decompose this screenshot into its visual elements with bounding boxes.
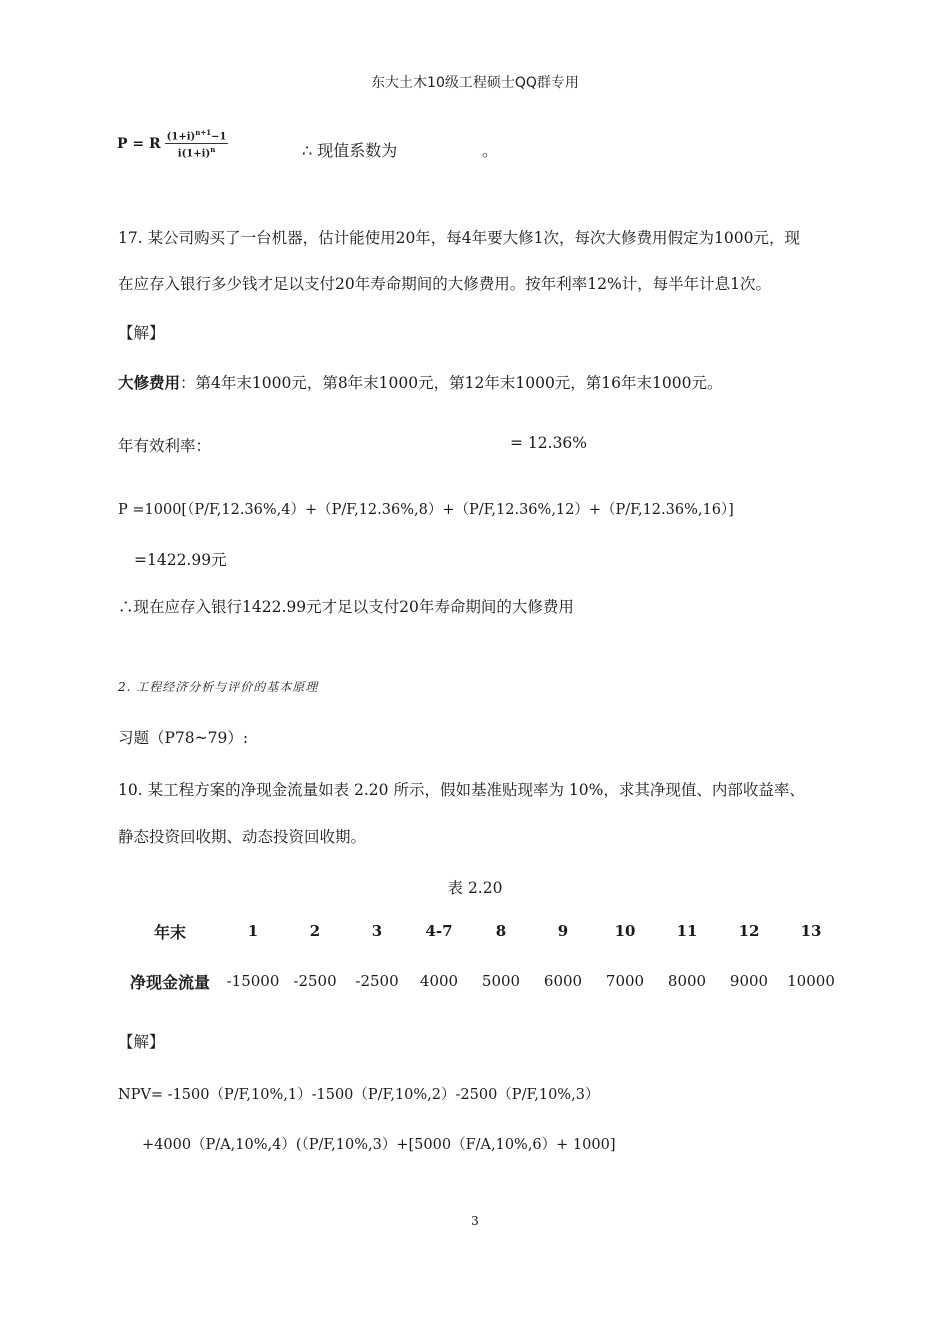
table-caption: 表 2.20: [447, 879, 503, 897]
year-cell: 1: [247, 922, 259, 940]
formula-fraction: [165, 128, 229, 160]
year-cell: 12: [738, 922, 760, 940]
present-value-result: =1422.99元: [134, 551, 227, 569]
formula-denominator: $i(1+i)^n$: [177, 145, 216, 160]
year-cell: 9: [557, 922, 569, 940]
q10-line-1: 10. 某工程方案的净现金流量如表 2.20 所示，假如基准贴现率为 10%，求其净现值、内部收益率、: [118, 781, 805, 799]
table-row-cash-flow: [118, 956, 842, 1006]
flow-cell: 7000: [605, 972, 645, 990]
pv-factor-period: 。: [482, 141, 499, 160]
formula-numerator: $(1+i)^{n+1}-1$: [166, 128, 227, 143]
table-row-years: [118, 906, 842, 956]
q10-line-2: 静态投资回收期、动态投资回收期。: [118, 828, 367, 846]
present-value-equation: P =1000[（P/F,12.36%,4）+（P/F,12.36%,8）+（P/F,12.36%,12）+（P/F,12.36%,16）]: [118, 502, 734, 518]
year-cell: 11: [676, 922, 698, 940]
flow-cell: 9000: [729, 972, 769, 990]
page-header: 东大土木10级工程硕士QQ群专用: [371, 75, 579, 91]
q17-line-2: 在应存入银行多少钱才足以支付20年寿命期间的大修费用。按年利率12%计，每半年计息1次。: [118, 275, 772, 293]
repair-cost-label: 大修费用: [118, 374, 181, 392]
solution-label-1: 【解】: [118, 324, 165, 342]
year-cell: 13: [800, 922, 822, 940]
effective-rate-value: = 12.36%: [510, 434, 588, 452]
q17-line-1: 17. 某公司购买了一台机器，估计能使用20年，每4年要大修1次，每次大修费用假定为1000元，现: [118, 229, 800, 247]
flow-cell: 6000: [543, 972, 583, 990]
flow-cell: 8000: [667, 972, 707, 990]
flow-cell: -2500: [293, 972, 337, 990]
flow-cell: 10000: [787, 972, 835, 990]
year-cell: 4-7: [425, 922, 453, 940]
year-cell: 8: [495, 922, 507, 940]
solution-label-2: 【解】: [118, 1033, 165, 1051]
exercises-heading: 习题（P78~79）:: [118, 729, 249, 747]
row-header-year-end: 年末: [153, 922, 186, 942]
year-cell: 3: [371, 922, 383, 940]
flow-cell: 5000: [481, 972, 521, 990]
repair-cost-text: ：第4年末1000元，第8年末1000元，第12年末1000元，第16年末1000元。: [180, 374, 723, 392]
row-header-net-cash-flow: 净现金流量: [129, 972, 210, 992]
annuity-formula: [117, 128, 228, 160]
conclusion: ∴现在应存入银行1422.99元才足以支付20年寿命期间的大修费用: [118, 598, 574, 616]
flow-cell: -15000: [226, 972, 280, 990]
year-cell: 2: [309, 922, 321, 940]
page-number: 3: [471, 1214, 479, 1228]
flow-cell: 4000: [419, 972, 459, 990]
year-cell: 10: [614, 922, 636, 940]
npv-line-1: NPV= -1500（P/F,10%,1）-1500（P/F,10%,2）-2500（P/F,10%,3）: [118, 1087, 600, 1103]
section-title: 2. 工程经济分析与评价的基本原理: [118, 680, 319, 694]
pv-factor-text: ∴ 现值系数为: [302, 141, 398, 160]
effective-rate-label: 年有效利率：: [118, 437, 212, 455]
formula-lhs: P = R: [117, 135, 161, 152]
cash-flow-table: [118, 906, 842, 1006]
npv-line-2: +4000（P/A,10%,4）(（P/F,10%,3）+[5000（F/A,10%,6）+ 1000]: [142, 1137, 616, 1153]
repair-cost-line: [118, 371, 722, 393]
flow-cell: -2500: [355, 972, 399, 990]
